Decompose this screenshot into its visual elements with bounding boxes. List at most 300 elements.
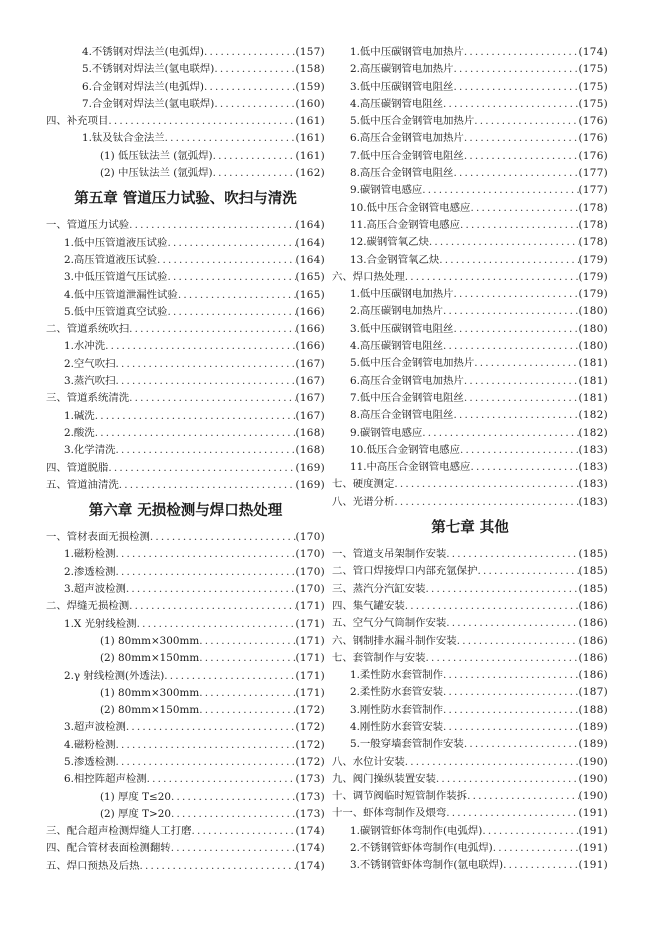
toc-entry-page: (171) [295, 634, 325, 647]
toc-entry-title: 3.超声波检测 [64, 583, 126, 596]
toc-entry-page: (175) [578, 80, 608, 93]
toc-entry-page: (174) [295, 825, 325, 838]
dot-leader [129, 390, 295, 407]
toc-entry-title: 7.合金钢对焊法兰(氩电联焊) [82, 97, 215, 110]
dot-leader [108, 113, 295, 130]
toc-entry-page: (191) [578, 824, 608, 837]
toc-entry-title: 3.不锈钢管虾体弯制作(氩电联焊) [350, 859, 504, 872]
toc-entry-page: (173) [295, 773, 325, 786]
toc-entry-title: 3.低中压碳钢管电阻丝 [350, 322, 454, 335]
dot-leader [171, 789, 296, 806]
toc-entry [46, 408, 325, 425]
toc-entry-page: (190) [578, 772, 608, 785]
toc-entry [46, 148, 325, 165]
toc-entry [332, 165, 608, 182]
dot-leader [115, 564, 295, 581]
toc-entry-page: (176) [578, 149, 608, 162]
dot-leader [503, 857, 578, 874]
toc-entry-page: (168) [295, 426, 325, 439]
toc-entry [46, 269, 325, 286]
toc-entry [46, 356, 325, 373]
toc-entry-page: (167) [295, 357, 325, 370]
toc-entry [332, 754, 608, 771]
dot-leader [474, 113, 578, 130]
toc-entry [46, 771, 325, 788]
dot-leader [464, 736, 579, 753]
toc-entry-page: (183) [578, 478, 608, 491]
dot-leader [482, 823, 578, 840]
toc-entry [332, 182, 608, 199]
toc-entry [332, 476, 608, 493]
toc-entry-title: 11.中高压合金钢管电感应 [350, 461, 471, 474]
toc-entry [332, 684, 608, 701]
toc-entry-title: 11.高压合金钢管电感应 [350, 218, 461, 231]
toc-entry-title: 5.低中压合金钢管电加热片 [350, 357, 475, 370]
toc-entry-title: (2) 厚度 T>20 [100, 807, 171, 820]
toc-entry [332, 459, 608, 476]
dot-leader [167, 304, 295, 321]
toc-entry [46, 442, 325, 459]
toc-entry [332, 321, 608, 338]
toc-entry [332, 61, 608, 78]
toc-entry [332, 96, 608, 113]
dot-leader [164, 668, 295, 685]
dot-leader [108, 460, 295, 477]
toc-entry-page: (182) [578, 426, 608, 439]
dot-leader [453, 321, 578, 338]
toc-entry [332, 234, 608, 251]
dot-leader [115, 737, 295, 754]
toc-entry-page: (180) [578, 305, 608, 318]
dot-leader [105, 338, 295, 355]
toc-entry-page: (189) [578, 720, 608, 733]
dot-leader [119, 477, 296, 494]
dot-leader [405, 598, 579, 615]
dot-leader [460, 442, 579, 459]
toc-entry-title: 7.低中压合金钢管电阻丝 [350, 391, 464, 404]
toc-entry [332, 148, 608, 165]
toc-entry-title: 2.酸洗 [64, 426, 95, 439]
toc-entry-page: (186) [578, 634, 608, 647]
toc-entry-page: (172) [295, 755, 325, 768]
toc-entry [46, 719, 325, 736]
dot-leader [157, 252, 296, 269]
toc-entry [332, 736, 608, 753]
dot-leader [171, 840, 296, 857]
toc-entry [332, 338, 608, 355]
toc-entry [332, 788, 608, 805]
toc-entry-title: 9.碳钢管电感应 [350, 184, 423, 197]
dot-leader [167, 235, 295, 252]
toc-entry-title: 六、钢制排水漏斗制作安装 [332, 634, 457, 647]
toc-entry-page: (164) [295, 253, 325, 266]
toc-entry-title: 三、管道系统清洗 [46, 392, 130, 405]
toc-entry-title: 五、焊口预热及后热 [46, 859, 140, 872]
dot-leader [95, 425, 296, 442]
toc-entry [46, 252, 325, 269]
toc-entry [332, 805, 608, 822]
toc-entry-title: 5.低中压合金钢管电加热片 [350, 115, 475, 128]
toc-entry-title: (1) 低压钛法兰 (氩弧焊) [100, 149, 213, 162]
dot-leader [464, 390, 579, 407]
toc-entry [332, 546, 608, 563]
toc-entry-title: 4.刚性防水套管安装 [350, 720, 444, 733]
toc-entry-title: 九、阀门操纵装置安装 [332, 772, 436, 785]
dot-leader [129, 217, 295, 234]
toc-entry [332, 407, 608, 424]
toc-entry [332, 840, 608, 857]
toc-entry [332, 44, 608, 61]
toc-entry-title: 二、焊缝无损检测 [46, 600, 130, 613]
toc-entry-page: (160) [295, 97, 325, 110]
dot-leader [115, 356, 295, 373]
toc-entry-title: 3.化学清洗 [64, 444, 116, 457]
toc-entry-page: (185) [578, 565, 608, 578]
toc-entry-page: (188) [578, 703, 608, 716]
toc-entry [46, 858, 325, 875]
toc-entry-page: (176) [578, 132, 608, 145]
dot-leader [171, 806, 296, 823]
toc-entry-page: (172) [295, 738, 325, 751]
toc-entry-page: (166) [295, 340, 325, 353]
toc-entry-title: 二、管口焊接焊口内部充氩保护 [332, 565, 478, 578]
toc-entry [46, 754, 325, 771]
toc-entry [46, 668, 325, 685]
toc-entry-page: (185) [578, 548, 608, 561]
chapter-heading: 第五章 管道压力试验、吹扫与清洗 [74, 191, 297, 208]
dot-leader [199, 685, 295, 702]
toc-entry-page: (178) [578, 218, 608, 231]
toc-entry [332, 355, 608, 372]
toc-entry-page: (180) [578, 322, 608, 335]
toc-entry-title: 4.磁粉检测 [64, 738, 116, 751]
toc-entry [332, 286, 608, 303]
toc-entry [46, 477, 325, 494]
toc-entry-page: (161) [295, 149, 325, 162]
toc-entry-title: 七、套管制作与安装 [332, 651, 426, 664]
toc-entry-title: 4.不锈钢对焊法兰(电弧焊) [82, 46, 204, 58]
toc-entry-page: (165) [295, 271, 325, 284]
toc-entry-title: 七、硬度测定 [332, 478, 395, 491]
toc-entry-page: (186) [578, 617, 608, 630]
toc-entry [332, 130, 608, 147]
toc-entry [46, 806, 325, 823]
toc-entry [46, 598, 325, 615]
toc-entry-title: 8.高压合金钢管电阻丝 [350, 409, 454, 422]
toc-entry-page: (167) [295, 375, 325, 388]
dot-leader [436, 771, 579, 788]
dot-leader [453, 79, 578, 96]
toc-entry-page: (173) [295, 790, 325, 803]
dot-leader [443, 303, 579, 320]
toc-entry-title: 2.高压碳钢管电加热片 [350, 63, 454, 76]
toc-entry-title: 十、调节阀临时短管制作装拆 [332, 790, 468, 803]
toc-left-column [46, 44, 325, 875]
dot-leader [126, 719, 296, 736]
toc-entry [332, 217, 608, 234]
toc-entry [332, 442, 608, 459]
chapter-heading: 第七章 其他 [431, 520, 509, 537]
dot-leader [446, 546, 578, 563]
toc-entry [46, 702, 325, 719]
toc-entry-title: 10.低中压合金钢管电感应 [350, 201, 471, 214]
toc-entry-page: (179) [578, 270, 608, 283]
toc-entry-title: 2.渗透检测 [64, 565, 116, 578]
toc-entry [46, 113, 325, 130]
toc-entry [46, 287, 325, 304]
dot-leader [470, 459, 578, 476]
toc-entry [46, 96, 325, 113]
toc-entry-page: (181) [578, 391, 608, 404]
dot-leader [422, 425, 578, 442]
toc-entry-title: 4.高压碳钢管电阻丝 [350, 340, 444, 353]
toc-entry-page: (169) [295, 478, 325, 491]
dot-leader [213, 165, 296, 182]
dot-leader [204, 44, 296, 61]
toc-entry-page: (158) [295, 63, 325, 76]
dot-leader [426, 650, 579, 667]
toc-entry-title: 6.高压合金钢管电加热片 [350, 374, 464, 387]
toc-entry-page: (171) [295, 652, 325, 665]
dot-leader [213, 148, 296, 165]
toc-entry-title: 5.一般穿墙套管制作安装 [350, 738, 464, 751]
toc-entry-title: 2.γ 射线检测(外透法) [64, 669, 165, 682]
toc-entry-page: (166) [295, 323, 325, 336]
toc-entry-title: 一、管道支吊架制作安装 [332, 548, 447, 561]
dot-leader [199, 633, 295, 650]
dot-leader [129, 321, 295, 338]
toc-entry-title: 三、配合超声检测焊缝人工打磨 [46, 825, 192, 838]
toc-entry-page: (182) [578, 409, 608, 422]
toc-entry-page: (186) [578, 599, 608, 612]
toc-entry-page: (162) [295, 167, 325, 180]
dot-leader [464, 373, 579, 390]
toc-entry-page: (178) [578, 201, 608, 214]
toc-entry-title: 3.低中压碳钢管电阻丝 [350, 80, 454, 93]
toc-entry-title: 一、管材表面无损检测 [46, 531, 150, 544]
toc-entry-title: 8.高压合金钢管电阻丝 [350, 167, 454, 180]
toc-entry [332, 719, 608, 736]
dot-leader [405, 269, 579, 286]
toc-entry-page: (189) [578, 738, 608, 751]
toc-entry-page: (170) [295, 548, 325, 561]
toc-entry-title: 四、配合管材表面检测翻转 [46, 842, 171, 855]
toc-entry-page: (174) [578, 46, 608, 58]
toc-entry-title: 2.柔性防水套管安装 [350, 686, 444, 699]
toc-entry [46, 165, 325, 182]
toc-entry [332, 425, 608, 442]
toc-entry [332, 771, 608, 788]
dot-leader [446, 805, 578, 822]
toc-entry-page: (171) [295, 669, 325, 682]
toc-entry-page: (172) [295, 704, 325, 717]
toc-entry [46, 529, 325, 546]
dot-leader [443, 719, 579, 736]
toc-entry-title: 六、焊口热处理 [332, 270, 405, 283]
toc-entry-page: (175) [578, 97, 608, 110]
toc-entry-title: 5.不锈钢对焊法兰(氩电联焊) [82, 63, 215, 76]
toc-entry-page: (180) [578, 340, 608, 353]
dot-leader [147, 771, 296, 788]
dot-leader [140, 858, 296, 875]
dot-leader [453, 407, 578, 424]
toc-entry-page: (161) [295, 115, 325, 128]
toc-entry [46, 235, 325, 252]
toc-entry-title: 7.低中压合金钢管电阻丝 [350, 149, 464, 162]
toc-entry [46, 581, 325, 598]
toc-entry-page: (175) [578, 63, 608, 76]
toc-entry-title: 13.合金钢管氧乙炔 [350, 253, 440, 266]
toc-entry-page: (169) [295, 461, 325, 474]
toc-entry-title: (1) 80mm×300mm [100, 634, 200, 647]
dot-leader [443, 684, 579, 701]
dot-leader [474, 355, 578, 372]
toc-entry-title: 四、管道脱脂 [46, 461, 109, 474]
toc-entry-page: (170) [295, 583, 325, 596]
toc-entry-page: (181) [578, 374, 608, 387]
toc-entry-title: 3.蒸汽吹扫 [64, 375, 116, 388]
toc-entry-page: (186) [578, 669, 608, 682]
dot-leader [178, 287, 296, 304]
dot-leader [464, 44, 579, 61]
toc-entry-title: (1) 厚度 T≤20 [100, 790, 171, 803]
toc-entry-title: 1.低中压管道液压试验 [64, 236, 168, 249]
dot-leader [443, 96, 579, 113]
toc-entry-title: 八、水位计安装 [332, 755, 405, 768]
toc-entry-title: 3.中低压管道气压试验 [64, 271, 168, 284]
toc-entry-page: (161) [295, 132, 325, 145]
toc-entry [332, 633, 608, 650]
toc-entry-title: 一、管道压力试验 [46, 219, 130, 232]
dot-leader [453, 286, 578, 303]
toc-entry-page: (174) [295, 859, 325, 872]
toc-entry [332, 200, 608, 217]
toc-entry-title: 4.高压碳钢管电阻丝 [350, 97, 444, 110]
toc-entry [46, 390, 325, 407]
toc-entry [46, 44, 325, 61]
toc-entry [46, 460, 325, 477]
toc-entry-title: 2.高压管道液压试验 [64, 253, 158, 266]
dot-leader [394, 476, 578, 493]
toc-entry-title: 二、管道系统吹扫 [46, 323, 130, 336]
toc-entry [332, 113, 608, 130]
toc-entry [46, 546, 325, 563]
toc-entry [46, 633, 325, 650]
dot-leader [439, 252, 578, 269]
toc-entry-page: (181) [578, 357, 608, 370]
toc-entry-page: (178) [578, 236, 608, 249]
toc-entry-page: (168) [295, 444, 325, 457]
toc-entry [332, 650, 608, 667]
toc-entry-title: 5.低中压管道真空试验 [64, 305, 168, 318]
dot-leader [129, 598, 295, 615]
toc-entry-title: 2.高压碳钢电加热片 [350, 305, 444, 318]
dot-leader [443, 338, 579, 355]
toc-entry-title: 2.空气吹扫 [64, 357, 116, 370]
toc-entry-title: 八、光谱分析 [332, 495, 395, 508]
toc-entry-page: (173) [295, 807, 325, 820]
toc-entry [46, 321, 325, 338]
toc-entry-page: (191) [578, 842, 608, 855]
toc-entry-title: 四、集气罐安装 [332, 599, 405, 612]
toc-entry [332, 702, 608, 719]
toc-entry-title: 3.刚性防水套管制作 [350, 703, 444, 716]
toc-right-column [332, 44, 608, 875]
toc-entry-title: 十一、虾体弯制作及煨弯 [332, 807, 447, 820]
dot-leader [115, 442, 295, 459]
toc-entry [46, 840, 325, 857]
toc-entry-page: (177) [578, 167, 608, 180]
toc-entry [46, 616, 325, 633]
toc-entry-page: (174) [295, 842, 325, 855]
dot-leader [446, 615, 578, 632]
toc-entry [332, 252, 608, 269]
toc-entry-title: 三、蒸汽分汽缸安装 [332, 582, 426, 595]
toc-entry [46, 130, 325, 147]
toc-entry-title: 1.低中压碳钢电加热片 [350, 288, 454, 301]
toc-entry [332, 598, 608, 615]
dot-leader [165, 130, 296, 147]
toc-entry-title: 四、补充项目 [46, 115, 109, 128]
toc-entry-page: (183) [578, 461, 608, 474]
toc-entry-title: 1.钛及钛合金法兰 [82, 132, 165, 145]
toc-entry [46, 61, 325, 78]
dot-leader [204, 79, 296, 96]
toc-entry-page: (167) [295, 392, 325, 405]
toc-entry [46, 737, 325, 754]
dot-leader [457, 633, 579, 650]
dot-leader [470, 200, 578, 217]
toc-entry-page: (179) [578, 253, 608, 266]
dot-leader [443, 702, 579, 719]
toc-entry [332, 615, 608, 632]
toc-entry-title: 1.碱洗 [64, 409, 95, 422]
dot-leader [426, 581, 579, 598]
toc-entry-title: 1.水冲洗 [64, 340, 106, 353]
dot-leader [214, 61, 295, 78]
toc-entry-title: 1.碳钢管虾体弯制作(电弧焊) [350, 824, 483, 837]
dot-leader [115, 546, 295, 563]
toc-entry-page: (187) [578, 686, 608, 699]
toc-entry-page: (172) [295, 721, 325, 734]
toc-entry-page: (166) [295, 305, 325, 318]
toc-entry-page: (186) [578, 651, 608, 664]
toc-entry-page: (185) [578, 582, 608, 595]
toc-entry-page: (179) [578, 288, 608, 301]
dot-leader [95, 408, 296, 425]
toc-entry-page: (157) [295, 46, 325, 58]
toc-entry-page: (183) [578, 443, 608, 456]
toc-entry-page: (165) [295, 288, 325, 301]
toc-entry-page: (164) [295, 219, 325, 232]
toc-entry-title: 6.合金钢对焊法兰(电弧焊) [82, 80, 204, 93]
toc-entry-page: (159) [295, 80, 325, 93]
dot-leader [453, 165, 578, 182]
dot-leader [199, 650, 295, 667]
toc-entry [332, 390, 608, 407]
dot-leader [493, 840, 579, 857]
dot-leader [453, 61, 578, 78]
toc-entry-title: 5.渗透检测 [64, 755, 116, 768]
toc-entry [46, 650, 325, 667]
dot-leader [199, 702, 295, 719]
toc-entry [332, 373, 608, 390]
toc-entry-title: 6.高压合金钢管电加热片 [350, 132, 464, 145]
dot-leader [115, 754, 295, 771]
toc-entry-page: (170) [295, 531, 325, 544]
toc-entry [332, 857, 608, 874]
dot-leader [422, 182, 578, 199]
